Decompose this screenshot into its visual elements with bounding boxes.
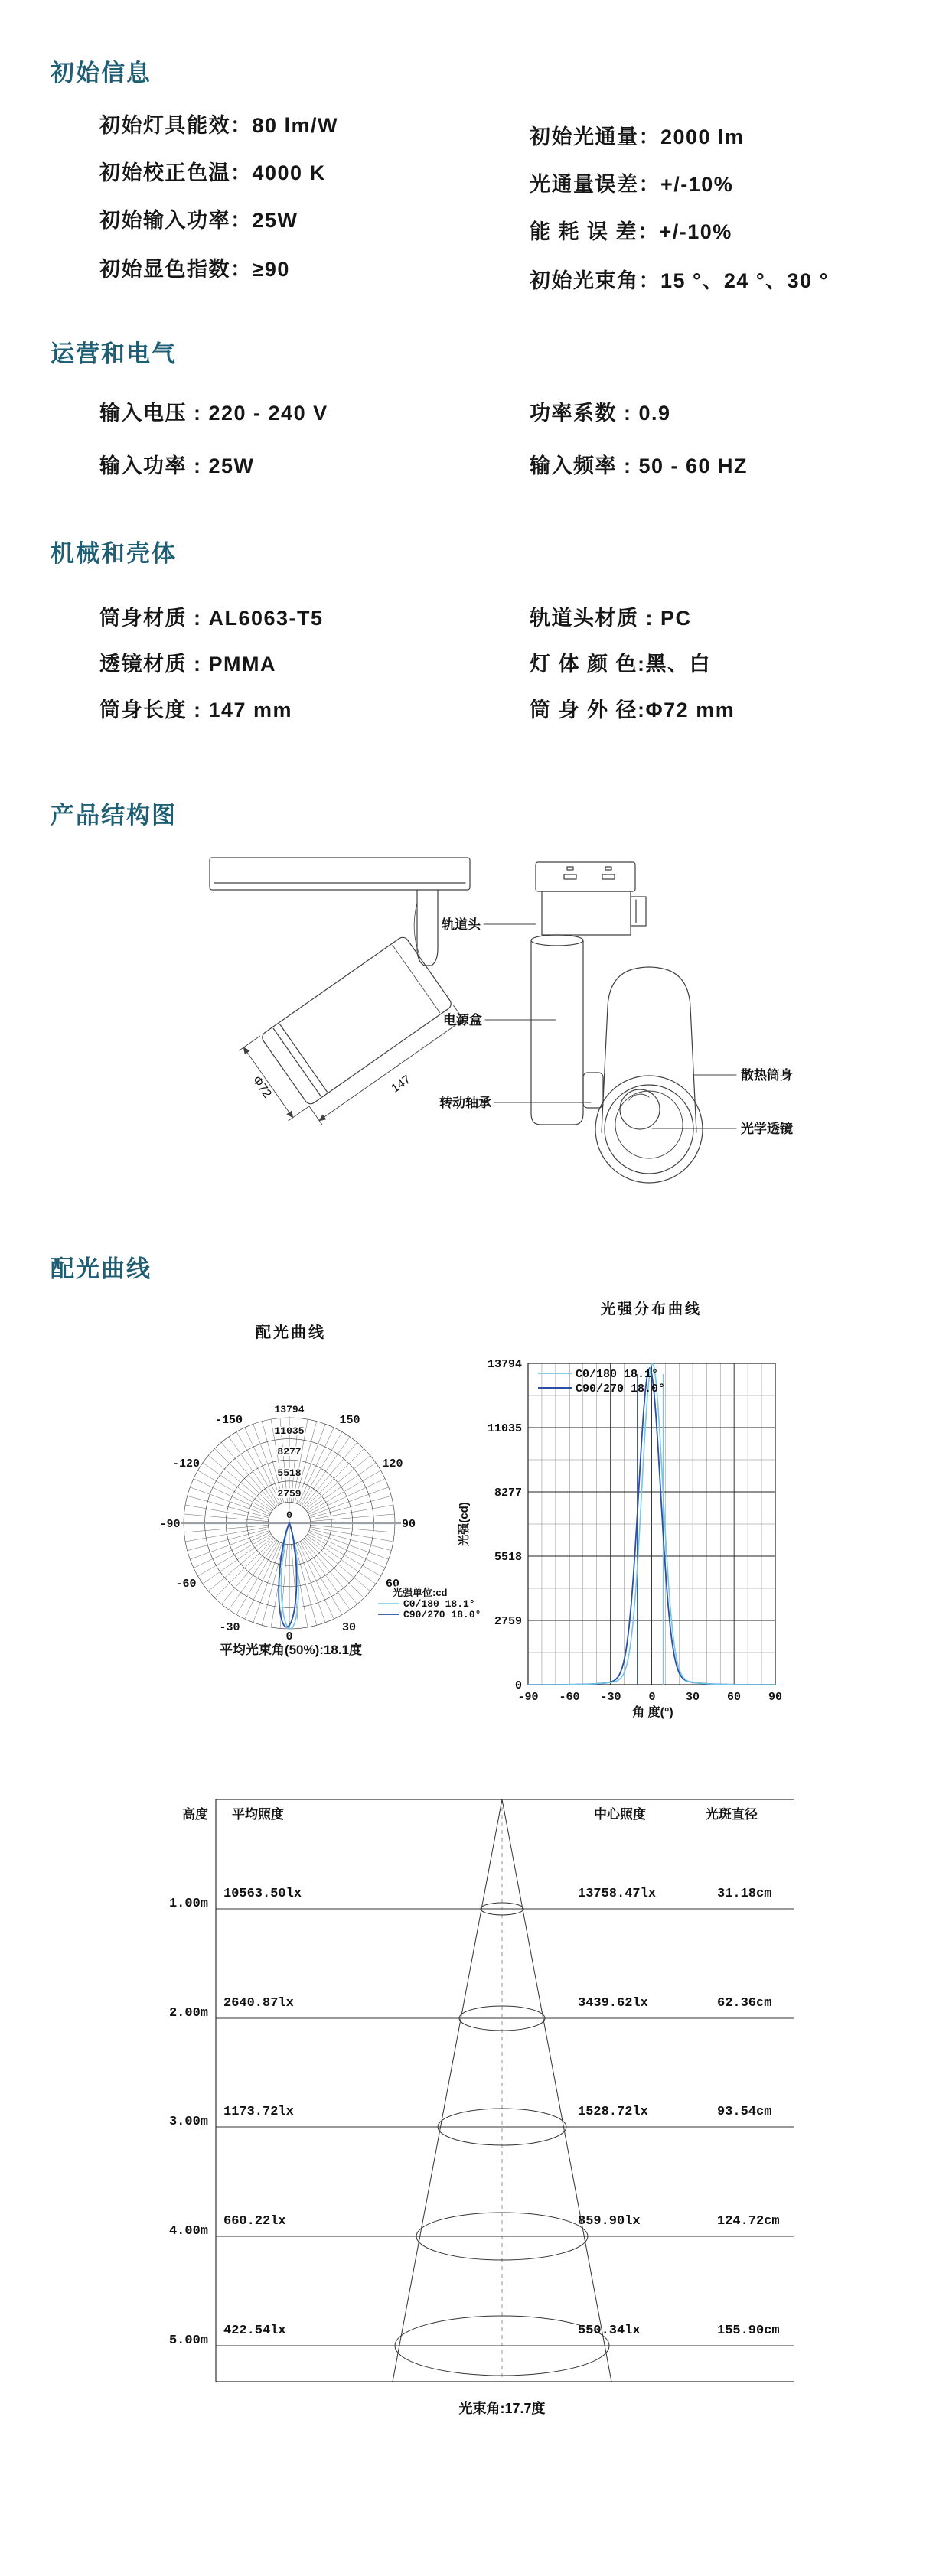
callout-heatsink: 散热筒身 <box>741 1068 793 1083</box>
polar-radial-tick: 5518 <box>277 1467 302 1479</box>
spec-row: 初始灯具能效：80 lm/W <box>99 114 339 137</box>
spec-row: 筒身材质 : AL6063-T5 <box>99 607 324 630</box>
y-tick: 11035 <box>487 1422 522 1435</box>
polar-angle-tick: -30 <box>219 1621 240 1634</box>
polar-light-distribution-chart <box>115 1293 497 1676</box>
cone-height-label: 1.00m <box>168 1897 208 1911</box>
cone-diameter-value: 93.54cm <box>717 2105 772 2119</box>
spec-row: 输入电压 : 220 - 240 V <box>99 402 328 425</box>
polar-radial-tick: 0 <box>286 1509 292 1521</box>
cone-center-value: 550.34lx <box>578 2324 641 2338</box>
polar-angle-tick: 0 <box>285 1630 293 1643</box>
x-tick: -30 <box>600 1691 621 1704</box>
polar-legend-unit: 光强单位:cd <box>393 1587 448 1598</box>
cone-avg-value: 1173.72lx <box>223 2105 294 2119</box>
cone-height-label: 2.00m <box>168 2006 208 2021</box>
spec-row: 筒 身 外 径:Φ72 mm <box>530 699 735 721</box>
track-head-front <box>536 862 646 935</box>
cone-height-label: 4.00m <box>168 2224 208 2239</box>
section-title-mechanical: 机械和壳体 <box>51 540 177 567</box>
x-tick: 30 <box>685 1691 700 1704</box>
section-title-electrical: 运营和电气 <box>51 340 177 367</box>
spec-row: 初始光束角：15 °、24 °、30 ° <box>530 269 829 292</box>
y-tick: 0 <box>514 1679 522 1692</box>
cartesian-legend-series2: C90/270 18.0° <box>576 1382 666 1395</box>
polar-angle-tick: -120 <box>171 1457 201 1470</box>
track-rail-side <box>210 858 470 890</box>
polar-radial-tick: 2759 <box>277 1488 302 1500</box>
spec-row: 输入频率 : 50 - 60 HZ <box>530 454 748 477</box>
polar-angle-tick: 150 <box>339 1414 360 1427</box>
cone-center-value: 13758.47lx <box>578 1887 657 1901</box>
polar-angle-tick: -90 <box>159 1518 181 1531</box>
spec-row: 初始显色指数：≥90 <box>99 258 290 281</box>
callout-bearing: 转动轴承 <box>439 1096 491 1110</box>
callout-leaders <box>484 924 736 1128</box>
cone-avg-value: 660.22lx <box>223 2214 286 2229</box>
spec-row: 灯 体 颜 色:黑、白 <box>530 653 711 676</box>
spec-row: 功率系数 : 0.9 <box>530 402 671 425</box>
y-tick: 8277 <box>494 1487 522 1500</box>
x-tick: -60 <box>559 1691 580 1704</box>
polar-angle-tick: -60 <box>175 1578 197 1591</box>
cone-diameter-value: 155.90cm <box>717 2324 780 2338</box>
callout-track-head: 轨道头 <box>442 917 481 932</box>
polar-radial-tick: 13794 <box>274 1404 305 1415</box>
polar-angle-tick: 120 <box>382 1457 403 1470</box>
spec-row: 输入功率 : 25W <box>99 454 255 477</box>
cone-beam-angle-footer: 光束角:17.7度 <box>458 2401 546 2416</box>
y-axis-label: 光强(cd) <box>458 1502 471 1546</box>
section-title-structure: 产品结构图 <box>51 802 177 829</box>
spec-row: 初始输入功率：25W <box>99 209 298 232</box>
polar-angle-tick: 90 <box>401 1518 416 1531</box>
intensity-distribution-chart <box>452 1293 872 1729</box>
dim-diameter-label: Φ72 <box>249 1073 274 1101</box>
cartesian-chart-title: 光强分布曲线 <box>600 1301 703 1317</box>
cone-diameter-value: 124.72cm <box>717 2214 780 2229</box>
cone-avg-value: 2640.87lx <box>223 1996 294 2011</box>
polar-radial-tick: 8277 <box>277 1446 302 1457</box>
cone-header-avg: 平均照度 <box>232 1807 284 1822</box>
cone-header-center: 中心照度 <box>594 1807 646 1822</box>
y-tick: 5518 <box>494 1551 522 1564</box>
polar-legend-series1: C0/180 18.1° <box>403 1598 475 1610</box>
cone-diameter-value: 62.36cm <box>717 1996 772 2011</box>
section-title-photometry: 配光曲线 <box>51 1255 152 1282</box>
spec-row: 透镜材质 : PMMA <box>99 653 276 676</box>
spec-row: 初始光通量：2000 lm <box>530 125 745 148</box>
spec-row: 轨道头材质 : PC <box>530 607 692 630</box>
cone-height-label: 3.00m <box>168 2115 208 2129</box>
polar-chart-title: 配光曲线 <box>256 1324 326 1341</box>
illuminance-cone-diagram <box>115 1783 872 2433</box>
cone-header-diameter: 光斑直径 <box>706 1807 758 1822</box>
dimension-lines <box>240 1005 467 1125</box>
polar-angle-tick: 60 <box>385 1578 400 1591</box>
lamp-body-front <box>595 967 703 1183</box>
spec-row: 能 耗 误 差：+/-10% <box>530 220 732 243</box>
x-tick: 90 <box>768 1691 783 1704</box>
cartesian-legend-series1: C0/180 18.1° <box>576 1368 659 1381</box>
x-tick: 0 <box>648 1691 656 1704</box>
spec-row: 光通量误差：+/-10% <box>530 173 734 196</box>
cone-center-value: 1528.72lx <box>578 2105 648 2119</box>
x-axis-label: 角 度(°) <box>632 1706 673 1719</box>
cone-diameter-value: 31.18cm <box>717 1887 772 1901</box>
y-tick: 13794 <box>487 1358 522 1371</box>
lamp-body-side <box>240 935 467 1125</box>
polar-angle-tick: 30 <box>341 1621 357 1634</box>
x-tick: -90 <box>517 1691 539 1704</box>
cone-avg-value: 10563.50lx <box>223 1887 302 1901</box>
polar-angle-tick: -150 <box>214 1414 243 1427</box>
cone-avg-value: 422.54lx <box>223 2324 286 2338</box>
callout-lens: 光学透镜 <box>741 1122 793 1136</box>
section-title-initial-info: 初始信息 <box>51 60 152 86</box>
cone-header-height: 高度 <box>182 1807 208 1822</box>
spec-row: 初始校正色温：4000 K <box>99 161 326 184</box>
x-tick: 60 <box>726 1691 742 1704</box>
cone-center-value: 3439.62lx <box>578 1996 648 2011</box>
power-box-front <box>531 935 583 1125</box>
polar-radial-tick: 11035 <box>274 1425 305 1437</box>
polar-beam-angle-caption: 平均光束角(50%):18.1度 <box>219 1643 363 1657</box>
spec-row: 筒身长度 : 147 mm <box>99 699 293 721</box>
product-structure-diagram <box>184 838 872 1197</box>
y-tick: 2759 <box>494 1615 522 1628</box>
cone-height-label: 5.00m <box>168 2333 208 2348</box>
polar-legend-series2: C90/270 18.0° <box>403 1609 481 1620</box>
stem <box>417 890 438 966</box>
dim-length-label: 147 <box>389 1073 414 1096</box>
callout-power-box: 电源盒 <box>443 1013 482 1027</box>
cone-center-value: 859.90lx <box>578 2214 641 2229</box>
